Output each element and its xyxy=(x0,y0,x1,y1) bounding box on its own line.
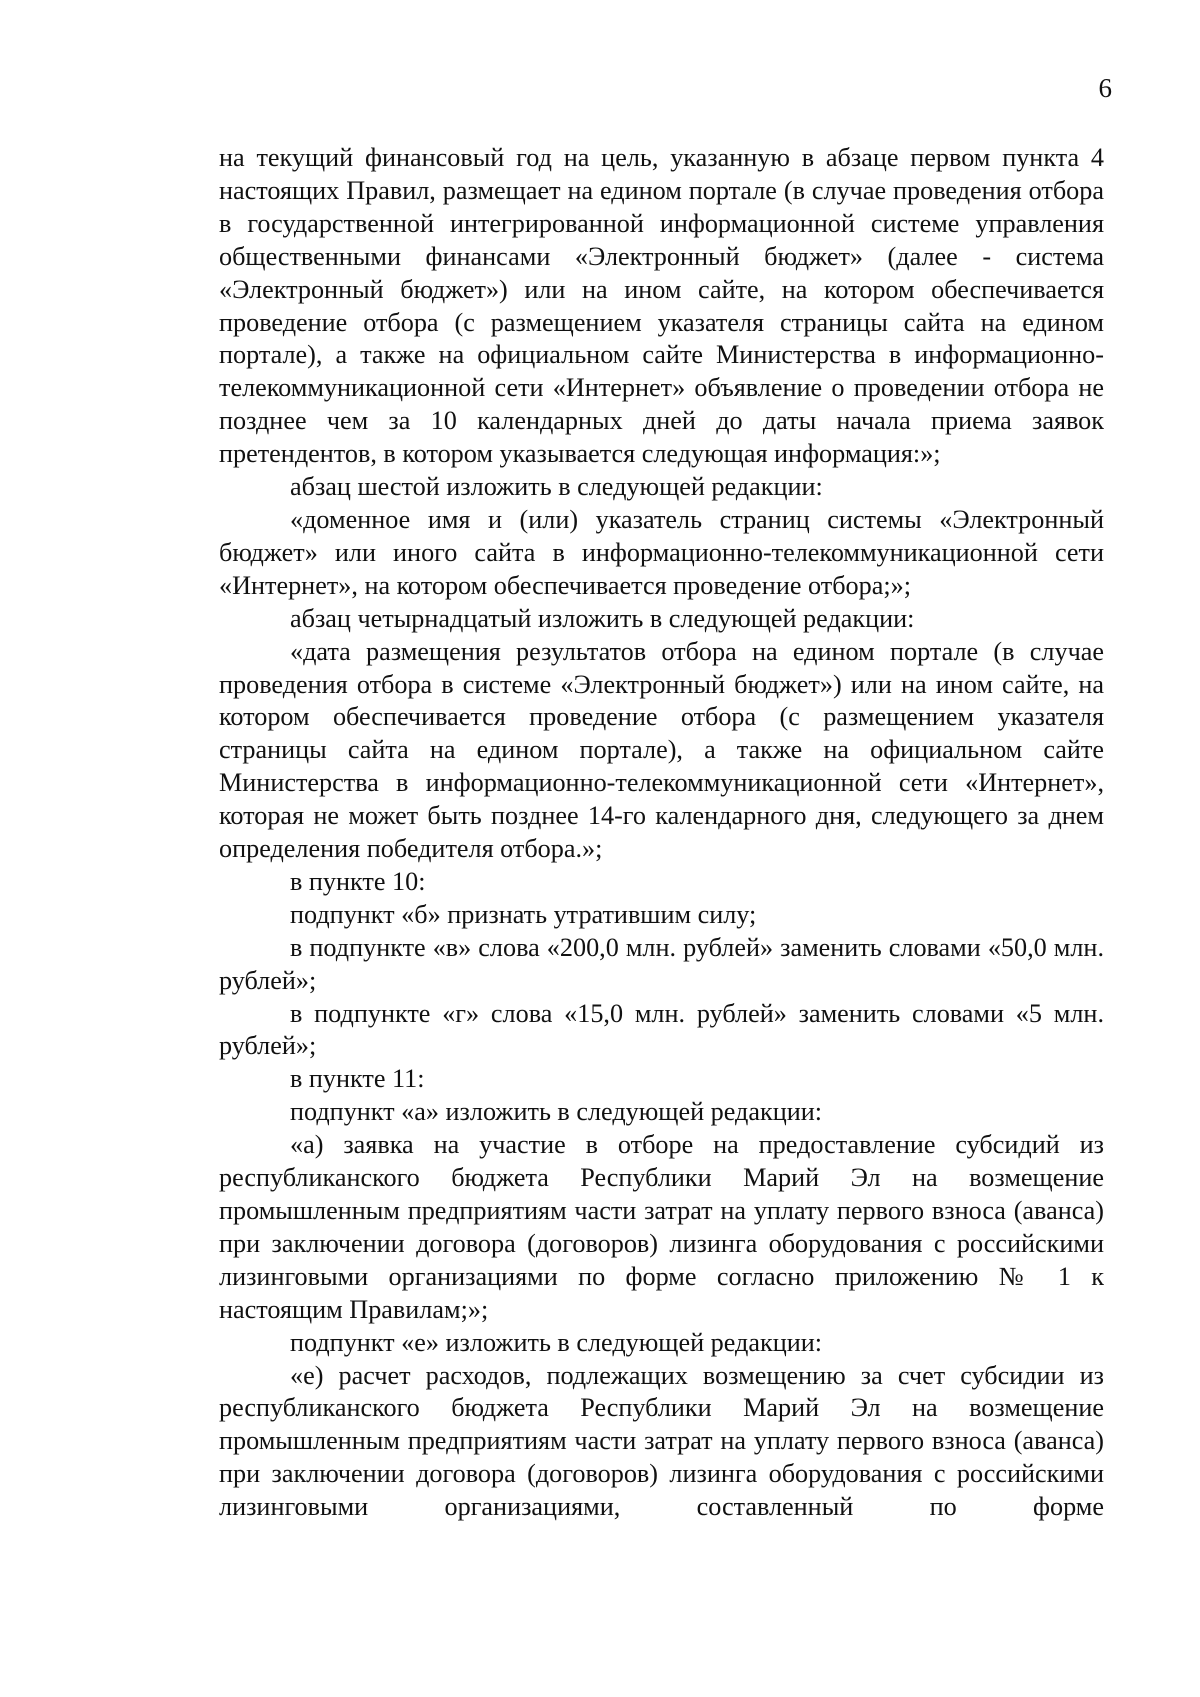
paragraph-point-10-intro: в пункте 10: xyxy=(290,866,426,896)
paragraph-subpoint-g: в подпункте «г» слова «15,0 млн. рублей» заменить словами «5 млн. рублей»; xyxy=(219,998,1104,1061)
paragraph-abzac-14-intro: абзац четырнадцатый изложить в следующей редакции: xyxy=(290,603,915,633)
page-number: 6 xyxy=(1098,73,1112,103)
paragraph-abzac-6-intro: абзац шестой изложить в следующей редакции: xyxy=(290,472,823,502)
paragraph-abzac-6-text: «доменное имя и (или) указатель страниц системы «Электронный бюджет» или иного сайта в информационно-телекоммуникационной сети «Интернет», на котором обеспечивается проведение отбора;»; xyxy=(219,504,1104,600)
paragraph-point-11-intro: в пункте 11: xyxy=(290,1064,425,1094)
paragraph-announcement-continuation: на текущий финансовый год на цель, указанную в абзаце первом пункта 4 настоящих Правил, размещает на едином портале (в случае проведения отбора в государственной интегрированной информационной системе управления общественными финансами «Электронный бюджет» (далее - система «Электронный бюджет») или на ином сайте, на котором обеспечивается проведение отбора (с размещением указателя страницы сайта на едином портале), а также на официальном сайте Министерства в информационно-телекоммуникационной сети «Интернет» объявление о проведении отбора не позднее чем за 10 календарных дней до даты начала приема заявок претендентов, в котором указывается следующая информация:»; xyxy=(219,143,1104,469)
paragraph-subpoint-a-intro: подпункт «а» изложить в следующей редакции: xyxy=(290,1097,823,1127)
document-body xyxy=(219,142,1104,1524)
paragraph-abzac-14-text: «дата размещения результатов отбора на едином портале (в случае проведения отбора в системе «Электронный бюджет») или на ином сайте, на котором обеспечивается проведение отбора (с размещением указателя страницы сайта на едином портале), а также на официальном сайте Министерства в информационно-телекоммуникационной сети «Интернет», которая не может быть позднее 14-го календарного дня, следующего за днем определения победителя отбора.»; xyxy=(219,636,1104,864)
paragraph-subpoint-a-text: «а) заявка на участие в отборе на предоставление субсидий из республиканского бюджета Республики Марий Эл на возмещение промышленным предприятиям части затрат на уплату первого взноса (аванса) при заключении договора (договоров) лизинга оборудования с российскими лизинговыми организациями по форме согласно приложению № 1 к настоящим Правилам;»; xyxy=(219,1130,1104,1324)
paragraph-subpoint-b: подпункт «б» признать утратившим силу; xyxy=(290,899,757,929)
paragraph-subpoint-e-text: «е) расчет расходов, подлежащих возмещению за счет субсидии из республиканского бюджета Республики Марий Эл на возмещение промышленным предприятиям части затрат на уплату первого взноса (аванса) при заключении договора (договоров) лизинга оборудования с российскими лизинговыми организациями, составленный по форме xyxy=(219,1360,1104,1522)
paragraph-subpoint-e-intro: подпункт «е» изложить в следующей редакции: xyxy=(290,1327,823,1357)
paragraph-subpoint-v: в подпункте «в» слова «200,0 млн. рублей» заменить словами «50,0 млн. рублей»; xyxy=(219,932,1104,995)
